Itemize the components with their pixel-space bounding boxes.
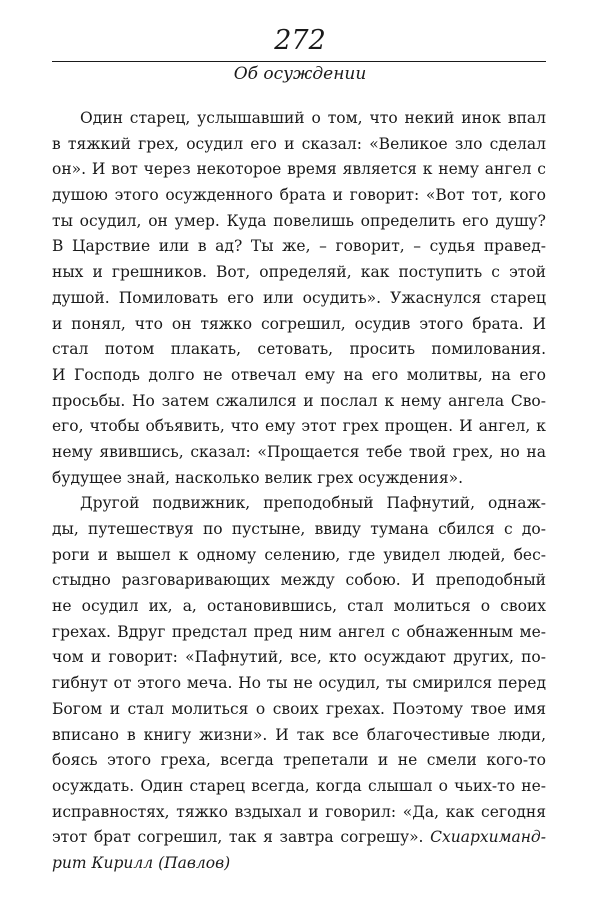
text-line: Богом и стал молиться о своих грехах. Поэтому твое имя (52, 699, 546, 718)
text-line: будущее знай, насколько велик грех осуждения». (52, 468, 464, 487)
chapter-title: Об осуждении (233, 64, 367, 84)
text-line: стыдно разговаривающих между собою. И преподобный (52, 571, 546, 590)
page-number: 272 (274, 25, 326, 56)
paragraph-1 (52, 106, 546, 491)
text-line: чом и говорит: «Пафнутий, все, кто осуждают других, по- (52, 648, 546, 667)
text-line (52, 825, 546, 851)
header-divider (52, 61, 546, 62)
text-line: его, чтобы объявить, что ему этот грех прощен. И ангел, к (52, 417, 546, 436)
text-line: Другой подвижник, преподобный Пафнутий, однаж- (80, 494, 546, 513)
body-text (52, 106, 546, 877)
paragraph-2 (52, 491, 546, 876)
text-line: В Царствие или в ад? Ты же, – говорит, – судья правед- (52, 237, 546, 256)
text-line: стал потом плакать, сетовать, просить помилования. (52, 340, 546, 359)
text-line: грехах. Вдруг предстал пред ним ангел с обнаженным ме- (52, 622, 546, 641)
text-line: боясь этого греха, всегда трепетали и не смели кого-то (52, 751, 546, 770)
text-line: И Господь долго не отвечал ему на его молитвы, на его (52, 365, 546, 384)
attribution-end: рит Кирилл (Павлов) (52, 853, 231, 872)
text-line: осуждать. Один старец всегда, когда слышал о чьих-то не- (52, 776, 546, 795)
text-line: не осудил их, а, остановившись, стал молиться о своих (52, 597, 546, 616)
text-line: роги и вышел к одному селению, где увидел людей, бес- (52, 545, 546, 564)
text-line: душою этого осужденного брата и говорит: «Вот тот, кого (52, 186, 546, 205)
attribution (52, 851, 546, 877)
attribution-start: Схиархиманд- (430, 828, 546, 847)
text-line: просьбы. Но затем сжалился и послал к нему ангела Сво- (52, 391, 546, 410)
text-line: Один старец, услышавший о том, что некий инок впал (80, 109, 546, 127)
text-line: он». И вот через некоторое время является к нему ангел с (52, 160, 546, 179)
text-line: и понял, что он тяжко согрешил, осудив этого брата. И (52, 314, 546, 333)
text-line: душой. Помиловать его или осудить». Ужаснулся старец (52, 288, 546, 307)
text-line: вписано в книгу жизни». И так все благочестивые люди, (52, 725, 546, 744)
text-line: гибнут от этого меча. Но ты не осудил, ты смирился перед (52, 674, 546, 693)
text-line: в тяжкий грех, осудил его и сказал: «Великое зло сделал (52, 134, 546, 153)
text-line: исправностях, тяжко вздыхал и говорил: «Да, как сегодня (52, 802, 546, 821)
text-line: ты осудил, он умер. Куда повелишь определить его душу? (52, 211, 546, 230)
text-line: ных и грешников. Вот, определяй, как поступить с этой (52, 263, 546, 282)
text-line: нему явившись, сказал: «Прощается тебе твой грех, но на (52, 442, 546, 461)
text-line-content: этот брат согрешил, так я завтра согрешу». (52, 828, 424, 847)
text-line: ды, путешествуя по пустыне, ввиду тумана сбился с до- (52, 520, 546, 538)
